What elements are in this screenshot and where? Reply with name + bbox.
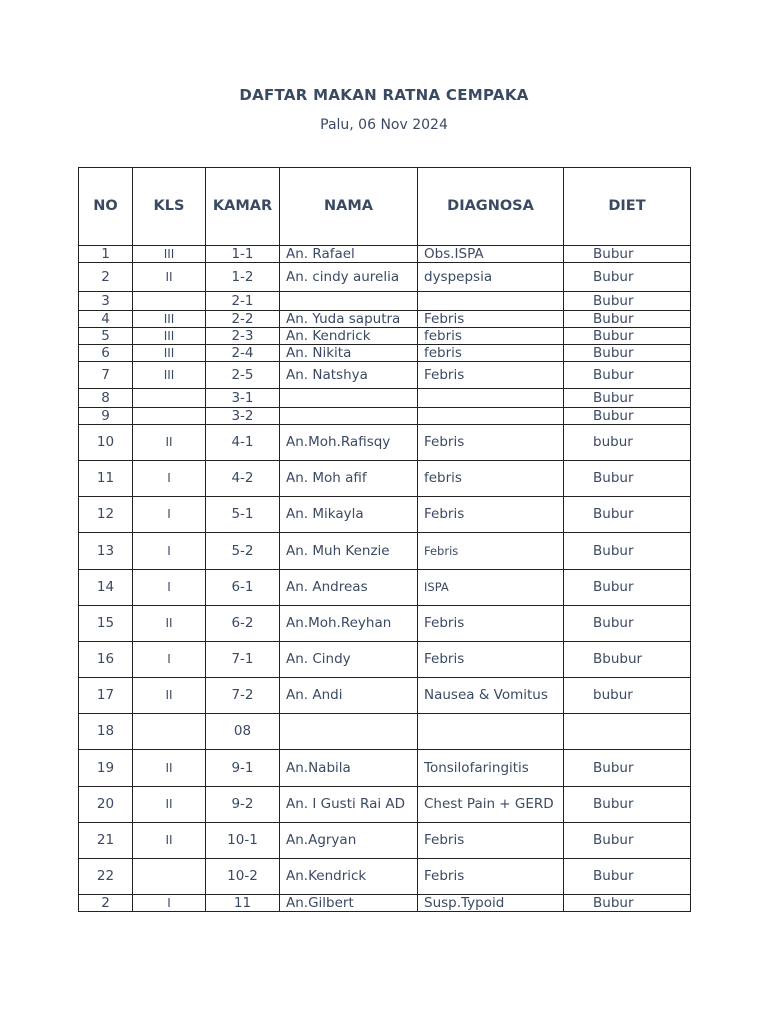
- cell-nama: An.Moh.Reyhan: [280, 606, 418, 642]
- meal-list-table: [78, 167, 691, 912]
- date-subtitle: Palu, 06 Nov 2024: [320, 117, 448, 133]
- cell-kls: I: [133, 570, 206, 606]
- cell-diagnosa: Febris: [418, 497, 564, 533]
- cell-no: 10: [79, 425, 133, 461]
- cell-no: 2: [79, 895, 133, 912]
- cell-nama: An.Moh.Rafisqy: [280, 425, 418, 461]
- table-row: [79, 533, 691, 570]
- cell-diagnosa: febris: [418, 328, 564, 345]
- cell-kamar: 2-3: [206, 328, 280, 345]
- cell-nama: [280, 389, 418, 408]
- cell-nama: An. Natshya: [280, 362, 418, 389]
- cell-diet: Bubur: [564, 311, 691, 328]
- table-row: [79, 787, 691, 823]
- cell-no: 21: [79, 823, 133, 859]
- table-row: [79, 642, 691, 678]
- cell-kls: [133, 389, 206, 408]
- cell-diagnosa: Obs.ISPA: [418, 246, 564, 263]
- cell-diet: Bubur: [564, 606, 691, 642]
- cell-nama: [280, 292, 418, 311]
- cell-kls: II: [133, 606, 206, 642]
- table-row: [79, 678, 691, 714]
- table-row: [79, 328, 691, 345]
- cell-no: 14: [79, 570, 133, 606]
- cell-kamar: 4-1: [206, 425, 280, 461]
- cell-no: 8: [79, 389, 133, 408]
- cell-kls: I: [133, 642, 206, 678]
- table-row: [79, 750, 691, 787]
- cell-kamar: 9-2: [206, 787, 280, 823]
- table-row: [79, 389, 691, 408]
- cell-no: 6: [79, 345, 133, 362]
- cell-diagnosa: Chest Pain + GERD: [418, 787, 564, 823]
- cell-nama: An.Kendrick: [280, 859, 418, 895]
- cell-nama: An. Kendrick: [280, 328, 418, 345]
- column-header-diagnosa: DIAGNOSA: [418, 168, 564, 246]
- cell-diagnosa: Tonsilofaringitis: [418, 750, 564, 787]
- cell-nama: An. Rafael: [280, 246, 418, 263]
- table-row: [79, 292, 691, 311]
- cell-kls: [133, 408, 206, 425]
- cell-diagnosa: Febris: [418, 362, 564, 389]
- cell-nama: An.Nabila: [280, 750, 418, 787]
- cell-nama: An. Mikayla: [280, 497, 418, 533]
- cell-diagnosa: [418, 408, 564, 425]
- cell-diet: Bubur: [564, 859, 691, 895]
- cell-diet: Bubur: [564, 533, 691, 570]
- cell-no: 5: [79, 328, 133, 345]
- table-row: [79, 425, 691, 461]
- cell-nama: An. cindy aurelia: [280, 263, 418, 292]
- cell-no: 11: [79, 461, 133, 497]
- cell-diet: [564, 714, 691, 750]
- cell-kls: I: [133, 895, 206, 912]
- cell-kamar: 3-2: [206, 408, 280, 425]
- cell-kls: II: [133, 787, 206, 823]
- cell-no: 2: [79, 263, 133, 292]
- cell-no: 7: [79, 362, 133, 389]
- cell-kls: II: [133, 750, 206, 787]
- cell-kamar: 5-2: [206, 533, 280, 570]
- cell-no: 12: [79, 497, 133, 533]
- cell-no: 9: [79, 408, 133, 425]
- cell-diet: Bubur: [564, 750, 691, 787]
- cell-kls: [133, 714, 206, 750]
- cell-kamar: 6-1: [206, 570, 280, 606]
- cell-diet: Bubur: [564, 895, 691, 912]
- cell-kls: III: [133, 328, 206, 345]
- column-header-nama: NAMA: [280, 168, 418, 246]
- cell-kamar: 9-1: [206, 750, 280, 787]
- column-header-kamar: KAMAR: [206, 168, 280, 246]
- cell-no: 17: [79, 678, 133, 714]
- cell-diagnosa: Febris: [418, 859, 564, 895]
- table-row: [79, 246, 691, 263]
- table-row: [79, 895, 691, 912]
- cell-kls: II: [133, 425, 206, 461]
- cell-diagnosa: Febris: [418, 533, 564, 570]
- cell-no: 19: [79, 750, 133, 787]
- table-row: [79, 859, 691, 895]
- cell-diet: bubur: [564, 678, 691, 714]
- cell-kamar: 2-5: [206, 362, 280, 389]
- cell-nama: An. Cindy: [280, 642, 418, 678]
- cell-diet: Bubur: [564, 461, 691, 497]
- cell-no: 22: [79, 859, 133, 895]
- table-row: [79, 362, 691, 389]
- table-row: [79, 263, 691, 292]
- cell-diet: Bubur: [564, 408, 691, 425]
- cell-kamar: 6-2: [206, 606, 280, 642]
- cell-kamar: 7-1: [206, 642, 280, 678]
- cell-diagnosa: [418, 389, 564, 408]
- cell-diagnosa: Febris: [418, 642, 564, 678]
- cell-diet: Bubur: [564, 787, 691, 823]
- cell-diet: bubur: [564, 425, 691, 461]
- cell-diet: Bubur: [564, 823, 691, 859]
- cell-diagnosa: [418, 292, 564, 311]
- cell-no: 13: [79, 533, 133, 570]
- cell-kls: [133, 292, 206, 311]
- cell-diagnosa: dyspepsia: [418, 263, 564, 292]
- cell-nama: An. Andi: [280, 678, 418, 714]
- table-row: [79, 570, 691, 606]
- column-header-diet: DIET: [564, 168, 691, 246]
- cell-diet: Bbubur: [564, 642, 691, 678]
- cell-diagnosa: [418, 714, 564, 750]
- cell-diagnosa: febris: [418, 345, 564, 362]
- cell-kamar: 2-2: [206, 311, 280, 328]
- cell-kamar: 08: [206, 714, 280, 750]
- cell-kamar: 10-1: [206, 823, 280, 859]
- cell-kls: II: [133, 263, 206, 292]
- cell-nama: An.Gilbert: [280, 895, 418, 912]
- cell-diagnosa: ISPA: [418, 570, 564, 606]
- cell-kls: III: [133, 311, 206, 328]
- cell-kamar: 4-2: [206, 461, 280, 497]
- cell-nama: An.Agryan: [280, 823, 418, 859]
- cell-diagnosa: febris: [418, 461, 564, 497]
- table-row: [79, 311, 691, 328]
- cell-diet: Bubur: [564, 246, 691, 263]
- cell-kamar: 1-2: [206, 263, 280, 292]
- cell-no: 3: [79, 292, 133, 311]
- cell-diet: Bubur: [564, 328, 691, 345]
- cell-diagnosa: Nausea & Vomitus: [418, 678, 564, 714]
- cell-no: 18: [79, 714, 133, 750]
- cell-kls: I: [133, 497, 206, 533]
- cell-diet: Bubur: [564, 497, 691, 533]
- cell-diet: Bubur: [564, 263, 691, 292]
- cell-kls: II: [133, 823, 206, 859]
- cell-no: 20: [79, 787, 133, 823]
- cell-diagnosa: Febris: [418, 823, 564, 859]
- cell-diet: Bubur: [564, 345, 691, 362]
- table-row: [79, 461, 691, 497]
- cell-kamar: 11: [206, 895, 280, 912]
- cell-no: 15: [79, 606, 133, 642]
- cell-kamar: 3-1: [206, 389, 280, 408]
- cell-no: 1: [79, 246, 133, 263]
- cell-kamar: 5-1: [206, 497, 280, 533]
- cell-kls: I: [133, 533, 206, 570]
- cell-no: 16: [79, 642, 133, 678]
- cell-nama: An. Muh Kenzie: [280, 533, 418, 570]
- cell-kamar: 2-1: [206, 292, 280, 311]
- cell-nama: An. Andreas: [280, 570, 418, 606]
- cell-kls: III: [133, 345, 206, 362]
- column-header-kls: KLS: [133, 168, 206, 246]
- cell-diagnosa: Susp.Typoid: [418, 895, 564, 912]
- table-row: [79, 606, 691, 642]
- cell-kls: III: [133, 362, 206, 389]
- cell-nama: [280, 714, 418, 750]
- cell-kamar: 2-4: [206, 345, 280, 362]
- cell-diagnosa: Febris: [418, 311, 564, 328]
- cell-nama: An. Moh afif: [280, 461, 418, 497]
- page-title: DAFTAR MAKAN RATNA CEMPAKA: [239, 86, 529, 104]
- cell-kamar: 10-2: [206, 859, 280, 895]
- cell-kls: II: [133, 678, 206, 714]
- cell-kls: III: [133, 246, 206, 263]
- table-row: [79, 714, 691, 750]
- cell-diet: Bubur: [564, 362, 691, 389]
- cell-diet: Bubur: [564, 570, 691, 606]
- cell-nama: An. Nikita: [280, 345, 418, 362]
- cell-no: 4: [79, 311, 133, 328]
- cell-kamar: 7-2: [206, 678, 280, 714]
- cell-nama: [280, 408, 418, 425]
- cell-nama: An. Yuda saputra: [280, 311, 418, 328]
- cell-kls: [133, 859, 206, 895]
- table-row: [79, 497, 691, 533]
- table-header-row: [79, 168, 691, 246]
- cell-kamar: 1-1: [206, 246, 280, 263]
- table-row: [79, 823, 691, 859]
- column-header-no: NO: [79, 168, 133, 246]
- table-row: [79, 408, 691, 425]
- cell-nama: An. I Gusti Rai AD: [280, 787, 418, 823]
- cell-kls: I: [133, 461, 206, 497]
- cell-diet: Bubur: [564, 389, 691, 408]
- table-row: [79, 345, 691, 362]
- cell-diet: Bubur: [564, 292, 691, 311]
- cell-diagnosa: Febris: [418, 425, 564, 461]
- cell-diagnosa: Febris: [418, 606, 564, 642]
